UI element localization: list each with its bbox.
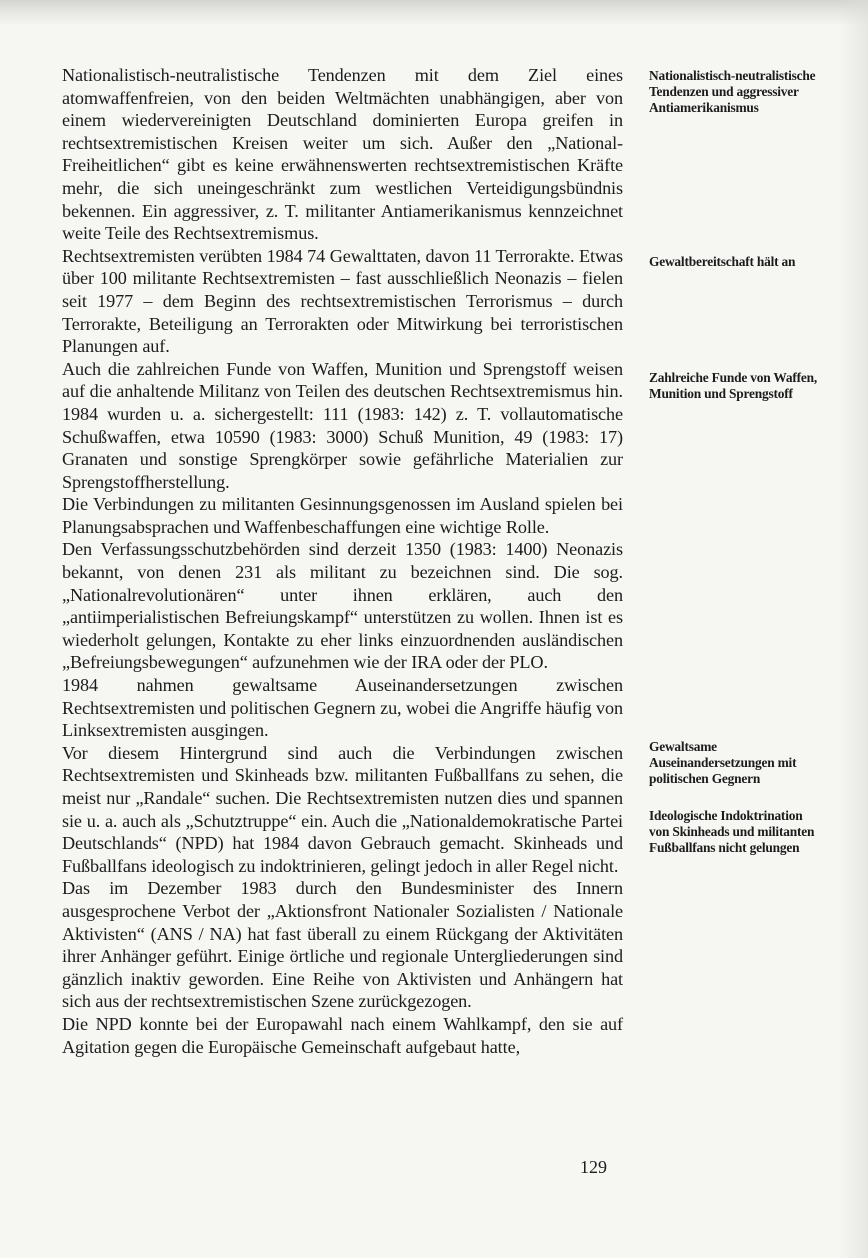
margin-note <box>649 68 817 115</box>
scan-right-shadow <box>838 0 868 1258</box>
margin-note <box>649 370 817 402</box>
margin-note-text: Ideologische Indoktrination von Skinheads und militanten Fußballfans nicht gelungen <box>649 808 815 855</box>
margin-note <box>649 808 817 855</box>
margin-note-text: Nationalistisch-neutralistische Tendenzen und aggressiver Antiamerikanismus <box>649 68 816 115</box>
paragraph-ausland: Die Verbindungen zu militanten Gesinnungsgenossen im Ausland spielen bei Planungsabsprachen und Waffenbeschaffungen eine wichtige Rolle. <box>62 494 623 537</box>
paragraph-neonazis: Den Verfassungsschutzbehörden sind derzeit 1350 (1983: 1400) Neonazis bekannt, von denen 231 als militant zu bezeichnen sind. Die sog. „Nationalrevolutionären“ unter ihnen erklären, auch den „antiimperialistischen Befreiungskampf“ unterstützen zu wollen. Ihnen ist es wiederholt gelungen, Kontakte zu eher links einzuordnenden ausländischen „Befreiungsbewegungen“ aufzunehmen wie der IRA oder der PLO. <box>62 539 623 673</box>
paragraph-auseinandersetzungen: 1984 nahmen gewaltsame Auseinandersetzungen zwischen Rechtsextremisten und politischen Gegnern zu, wobei die Angriffe häufig von Linksextremisten ausgingen. <box>62 675 623 741</box>
margin-note-text: Gewaltbereitschaft hält an <box>649 254 796 269</box>
margin-note-text: Zahlreiche Funde von Waffen, Munition und Sprengstoff <box>649 370 818 401</box>
paragraph-waffenfunde: Auch die zahlreichen Funde von Waffen, Munition und Sprengstoff weisen auf die anhaltende Militanz von Teilen des deutschen Rechtsextremismus hin. 1984 wurden u. a. sichergestellt: 111 (1983: 142) z. T. vollautomatische Schußwaffen, etwa 10590 (1983: 3000) Schuß Munition, 49 (1983: 17) Granaten und sonstige Sprengkörper sowie gefährliche Materialien zur Sprengstoffherstellung. <box>62 358 623 492</box>
margin-note <box>649 739 817 786</box>
paragraph-gewalttaten: Rechtsextremisten verübten 1984 74 Gewalttaten, davon 11 Terrorakte. Etwas über 100 militante Rechtsextremisten – fast ausschließlich Neonazis – fielen seit 1977 – dem Beginn des rechtsextremistischen Terrorismus – durch Terrorakte, Beteiligung an Terrorakten oder Mitwirkung bei terroristischen Planungen auf. <box>62 245 623 357</box>
paragraph-antiamerikanismus: Nationalistisch-neutralistische Tendenzen mit dem Ziel eines atomwaffenfreien, von den beiden Weltmächten unabhängigen, aber von einem wiedervereinigten Deutschland dominierten Europa greifen in rechtsextremistischen Kreisen weiter um sich. Außer den „National-Freiheitlichen“ gibt es keine erwähnenswerten rechtsextremistischen Kräfte mehr, die sich uneingeschränkt zum westlichen Verteidigungsbündnis bekennen. Ein aggressiver, z. T. militanter Antiamerikanismus kennzeichnet weite Teile des Rechtsextremismus. <box>62 65 623 244</box>
paragraph-skinheads: Vor diesem Hintergrund sind auch die Verbindungen zwischen Rechtsextremisten und Skinheads bzw. militanten Fußballfans zu sehen, die meist nur „Randale“ suchen. Die Rechtsextremisten nutzen dies und spannen sie u. a. auch als „Schutztruppe“ ein. Auch die „Nationaldemokratische Partei Deutschlands“ (NPD) hat 1984 davon Gebrauch gemacht. Skinheads und Fußballfans ideologisch zu indoktrinieren, gelingt jedoch in aller Regel nicht. <box>62 742 623 876</box>
paragraph-npd-europawahl: Die NPD konnte bei der Europawahl nach einem Wahlkampf, den sie auf Agitation gegen die Europäische Gemeinschaft aufgebaut hatte, <box>62 1013 623 1057</box>
scan-edge-shadow <box>0 0 868 26</box>
paragraph-ans-verbot: Das im Dezember 1983 durch den Bundesminister des Innern ausgesprochene Verbot der „Aktionsfront Nationaler Sozialisten / Nationale Aktivisten“ (ANS / NA) hat fast überall zu einem Rückgang der Aktivitäten ihrer Anhänger geführt. Einige örtliche und regionale Untergliederungen sind gänzlich inaktiv geworden. Eine Reihe von Aktivisten und Anhängern hat sich aus der rechtsextremistischen Szene zurückgezogen. <box>62 878 623 1012</box>
margin-note-text: Gewaltsame Auseinandersetzungen mit politischen Gegnern <box>649 739 797 786</box>
main-text-column <box>62 64 623 1058</box>
margin-note <box>649 254 817 270</box>
page-number: 129 <box>580 1157 607 1177</box>
